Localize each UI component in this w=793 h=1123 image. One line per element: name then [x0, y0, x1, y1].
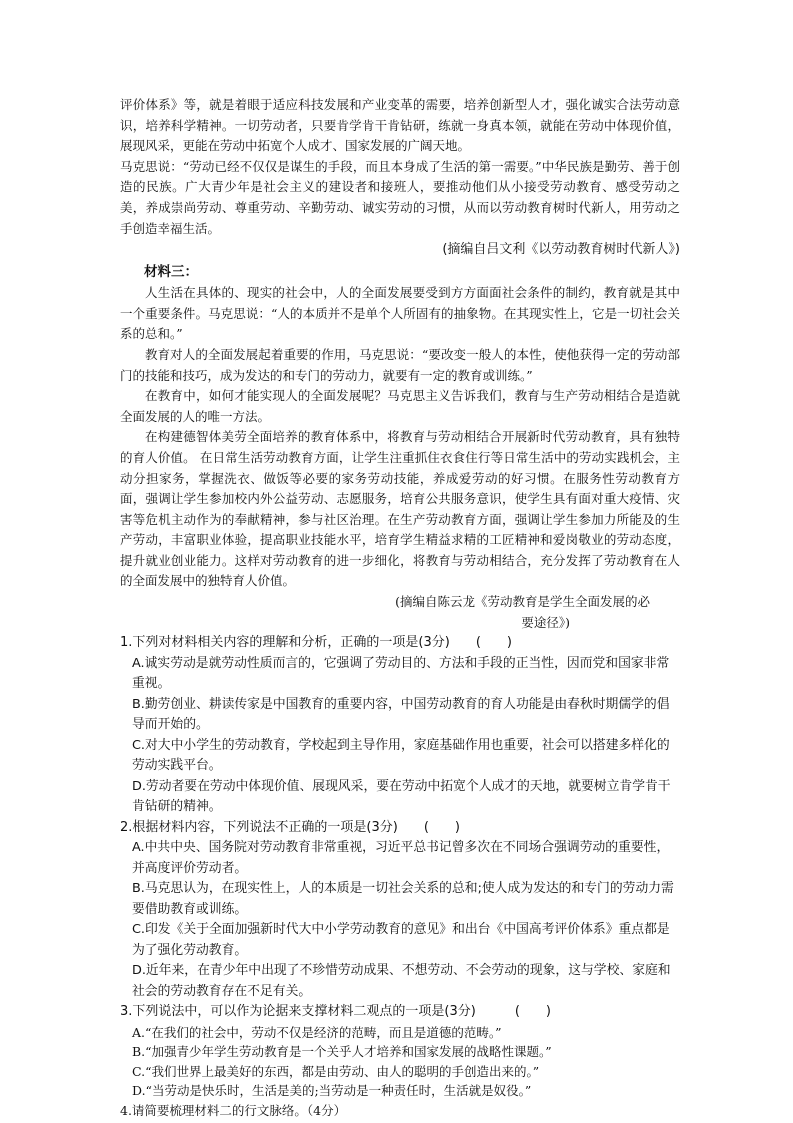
question-3-option-d: D.“当劳动是快乐时，生活是美的;当劳动是一种责任时，生活就是奴役。” [132, 1083, 532, 1099]
question-1-option-a: A.诚实劳动是就劳动性质而言的，它强调了劳动目的、方法和手段的正当性，因而党和国家非常重视。 [132, 655, 670, 692]
question-3-option-c: C.“我们世界上最美好的东西，都是由劳动、由人的聪明的手创造出来的。” [132, 1063, 540, 1079]
paragraph-top-2: 马克思说：“劳动已经不仅仅是谋生的手段，而且本身成了生活的第一需要。”中华民族是勤劳、善于创造的民族。广大青少年是社会主义的建设者和接班人，要推动他们从小接受劳动教育、感受劳动之美，养成崇尚劳动、尊重劳动、辛勤劳动、诚实劳动的习惯，从而以劳动教育树时代新人，用劳动之手创造幸福生活。 [120, 158, 680, 236]
material-3-paragraph-2: 教育对人的全面发展起着重要的作用，马克思说：“要改变一般人的本性，使他获得一定的劳动部门的技能和技巧，成为发达的和专门的劳动力，就要有一定的教育或训练。” [120, 346, 680, 383]
source-citation-2-line1: (摘编自陈云龙《劳动教育是学生全面发展的必 [395, 594, 650, 610]
question-1-option-d: D.劳动者要在劳动中体现价值、展现风采，要在劳动中拓宽个人成才的天地，就要树立肯学肯干肯钻研的精神。 [132, 778, 671, 815]
source-citation-1: (摘编自吕文利《以劳动教育树时代新人》) [442, 242, 680, 258]
source-citation-2-line2: 要途径》) [521, 614, 570, 630]
question-3-option-b: B.“加强青少年学生劳动教育是一个关乎人才培养和国家发展的战略性课题。” [132, 1044, 552, 1060]
paragraph-top-1: 评价体系》等，就是着眼于适应科技发展和产业变革的需要，培养创新型人才，强化诚实合法劳动意识，培养科学精神。一切劳动者，只要肯学肯干肯钻研，练就一身真本领，就能在劳动中体现价值，展现风采，更能在劳动中拓宽个人成才、国家发展的广阔天地。 [120, 97, 680, 154]
question-2-option-a: A.中共中央、国务院对劳动教育非常重视，习近平总书记曾多次在不同场合强调劳动的重要性，并高度评价劳动者。 [132, 840, 670, 876]
question-1-stem: 1.下列对材料相关内容的理解和分析，正确的一项是(3分) ( ) [120, 635, 512, 651]
document-page [120, 95, 680, 1121]
material-3-paragraph-1: 人生活在具体的、现实的社会中，人的全面发展要受到方方面面社会条件的制约，教育就是其中一个重要条件。马克思说：“人的本质并不是单个人所固有的抽象物。在其现实性上，它是一切社会关系的总和。” [120, 285, 680, 342]
question-2-option-b: B.马克思认为，在现实性上，人的本质是一切社会关系的总和;使人成为发达的和专门的劳动力需要借助教育或训练。 [132, 881, 674, 917]
question-3-stem: 3.下列说法中，可以作为论据来支撑材料二观点的一项是(3分) ( ) [120, 1004, 551, 1020]
question-1-option-c: C.对大中小学生的劳动教育，学校起到主导作用，家庭基础作用也重要，社会可以搭建多样化的劳动实践平台。 [132, 737, 670, 774]
material-3-paragraph-4: 在构建德智体美劳全面培养的教育体系中，将教育与劳动相结合开展新时代劳动教育，具有独特的育人价值。 在日常生活劳动教育方面，让学生注重抓住衣食住行等日常生活中的劳动实践机会，主动分担家务，掌握洗衣、做饭等必要的家务劳动技能，养成爱劳动的好习惯。在服务性劳动教育方面，强调让学生参加校内外公益劳动、志愿服务，培育公共服务意识，使学生具有面对重大疫情、灾害等危机主动作为的奉献精神，参与社区治理。在生产劳动教育方面，强调让学生参加力所能及的生产劳动，丰富职业体验，提高职业技能水平，培育学生精益求精的工匠精神和爱岗敬业的劳动态度，提升就业创业能力。这样对劳动教育的进一步细化，将教育与劳动相结合，充分发挥了劳动教育在人的全面发展中的独特育人价值。 [120, 429, 680, 589]
question-2-option-d: D.近年来，在青少年中出现了不珍惜劳动成果、不想劳动、不会劳动的现象，这与学校、家庭和社会的劳动教育存在不足有关。 [132, 963, 671, 999]
material-3-paragraph-3: 在教育中，如何才能实现人的全面发展呢？马克思主义告诉我们，教育与生产劳动相结合是造就全面发展的人的唯一方法。 [120, 388, 680, 424]
material-3-heading: 材料三： [144, 264, 198, 281]
question-2-stem: 2.根据材料内容，下列说法不正确的一项是(3分) ( ) [120, 819, 460, 835]
question-2-option-c: C.印发《关于全面加强新时代大中小学劳动教育的意见》和出台《中国高考评价体系》重点都是为了强化劳动教育。 [132, 922, 670, 958]
question-3-option-a: A.“在我们的社会中，劳动不仅是经济的范畴，而且是道德的范畴。” [132, 1024, 502, 1040]
question-1-option-b: B.勤劳创业、耕读传家是中国教育的重要内容，中国劳动教育的育人功能是由春秋时期儒学的倡导而开始的。 [132, 696, 670, 733]
question-4-stem: 4.请简要梳理材料二的行文脉络。（4分） [120, 1102, 347, 1118]
